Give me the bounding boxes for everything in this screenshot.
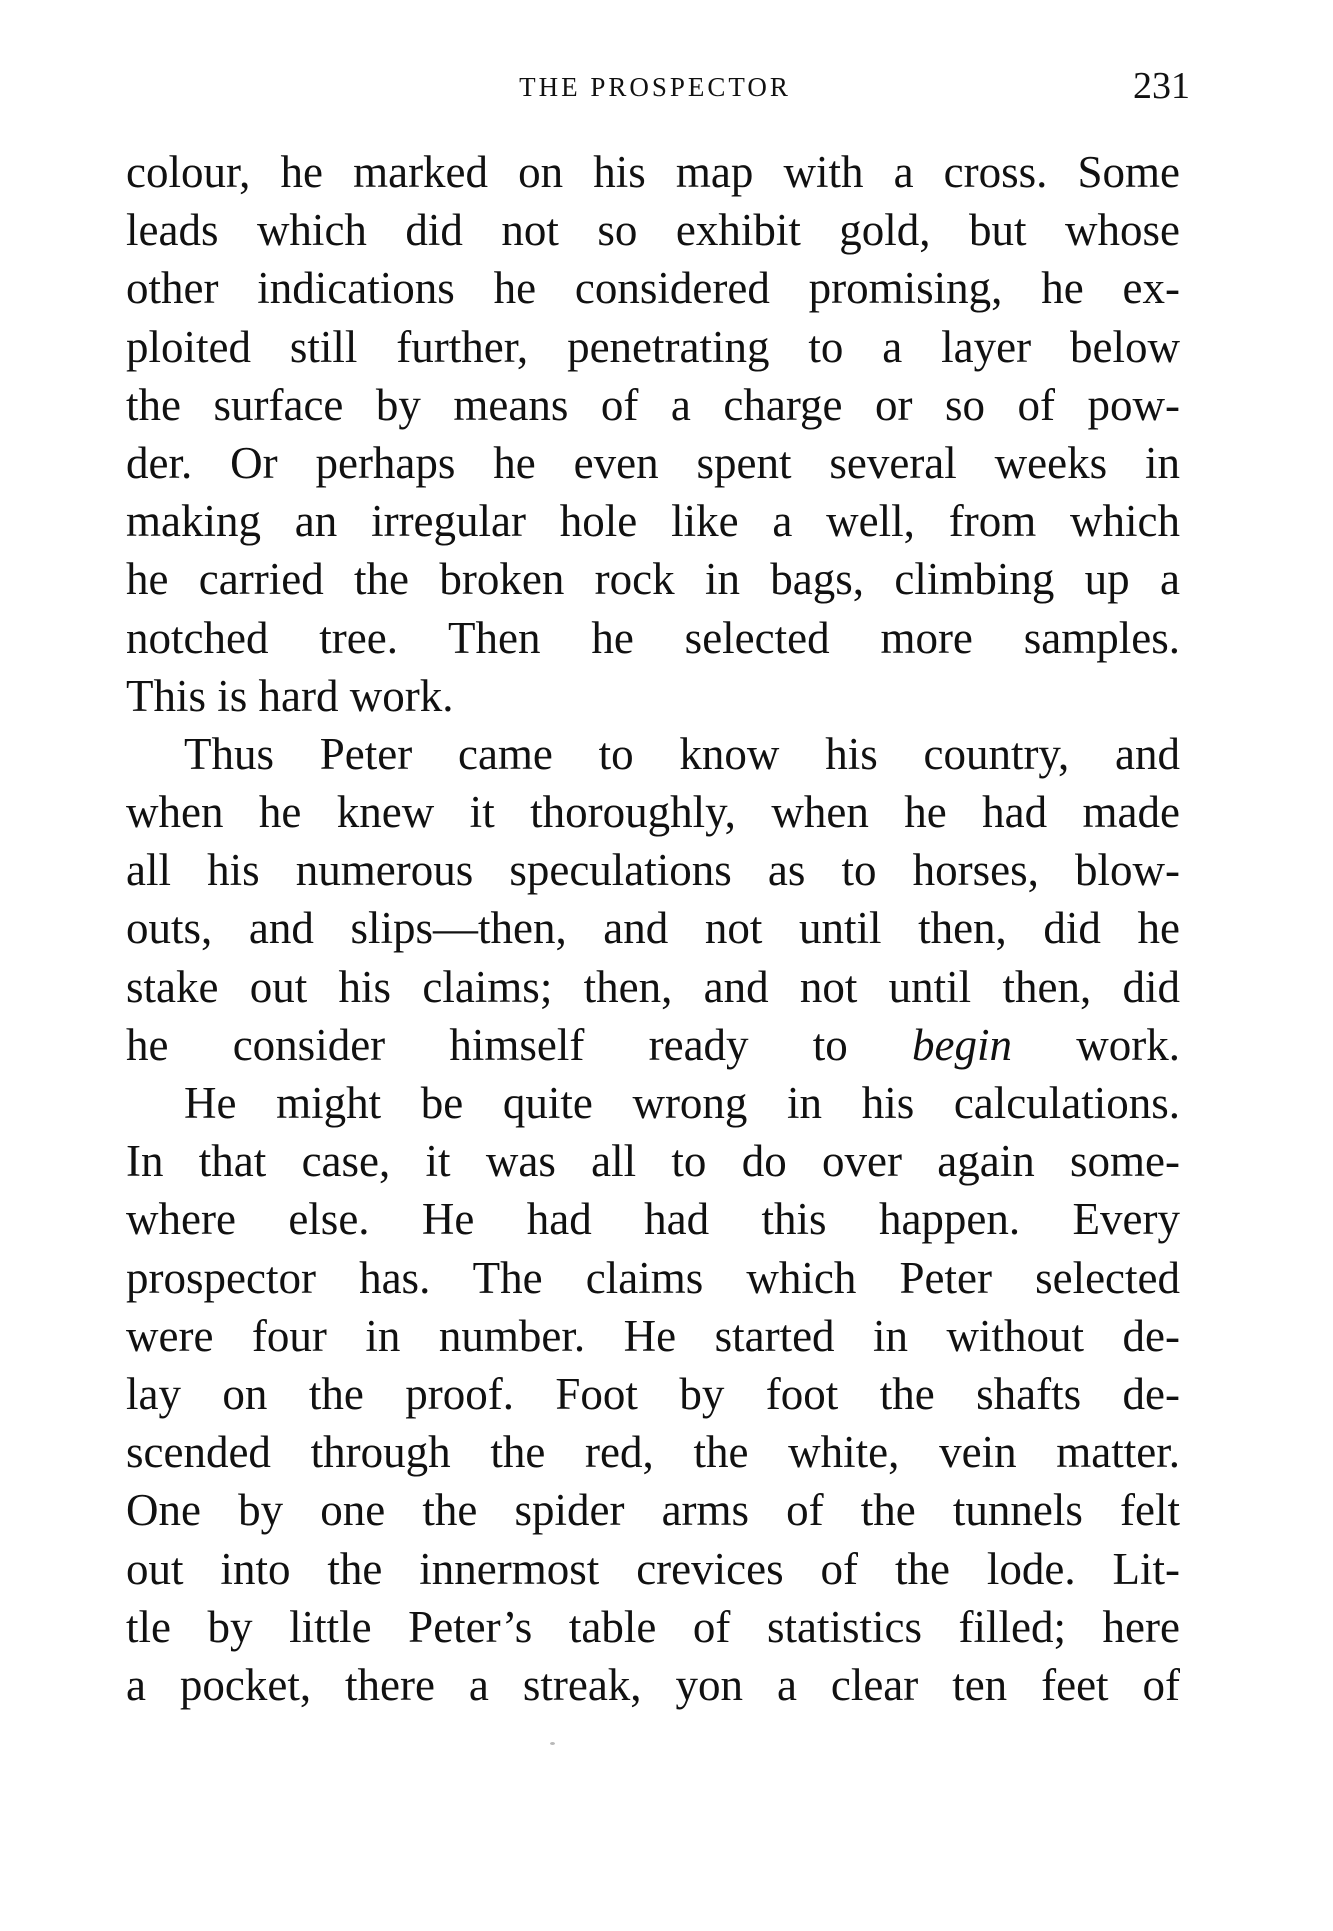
text-line: a pocket, there a streak, yon a clear ten feet of [126, 1659, 1180, 1710]
text-line: colour, he marked on his map with a cross. Some [126, 147, 1180, 197]
paragraph-start-line: He might be quite wrong in his calculations. [184, 1078, 1180, 1128]
text-line: der. Or perhaps he even spent several weeks in [126, 437, 1180, 488]
page-number: 231 [1133, 65, 1190, 107]
text-line: stake out his claims; then, and not until then, did [126, 961, 1180, 1012]
paragraph-end-line: This is hard work. [126, 670, 454, 721]
paragraph-start-line: Thus Peter came to know his country, and [184, 728, 1180, 779]
text-line: other indications he considered promising, he ex- [126, 263, 1180, 314]
text-line: prospector has. The claims which Peter selected [126, 1252, 1180, 1303]
text-line-with-italic [126, 1016, 1180, 1074]
text-line: ploited still further, penetrating to a layer below [126, 321, 1180, 372]
text-line: he carried the broken rock in bags, climbing up a [126, 554, 1180, 605]
text-line: out into the innermost crevices of the lode. Lit- [126, 1543, 1180, 1594]
italic-word: begin [912, 1019, 1013, 1070]
running-title: THE PROSPECTOR [519, 72, 791, 102]
text-line: making an irregular hole like a well, from which [126, 496, 1180, 547]
text-line: outs, and slips—then, and not until then, did he [126, 903, 1180, 954]
text-segment: work. [1076, 1019, 1181, 1070]
text-line: the surface by means of a charge or so of pow- [126, 379, 1180, 430]
body-text [126, 143, 1180, 1714]
text-line: One by one the spider arms of the tunnels felt [126, 1485, 1180, 1536]
text-segment: he consider himself ready to [126, 1019, 848, 1070]
text-line: scended through the red, the white, vein matter. [126, 1427, 1180, 1478]
paper-speck [550, 1742, 555, 1745]
text-line: lay on the proof. Foot by foot the shafts de- [126, 1368, 1180, 1419]
text-line: all his numerous speculations as to horses, blow- [126, 845, 1180, 896]
text-line: tle by little Peter’s table of statistics filled; here [126, 1601, 1180, 1652]
text-line: leads which did not so exhibit gold, but whose [126, 205, 1180, 256]
running-head [130, 64, 1190, 114]
text-line: when he knew it thoroughly, when he had made [126, 787, 1180, 838]
text-line: where else. He had had this happen. Every [126, 1194, 1180, 1245]
text-line: were four in number. He started in without de- [126, 1310, 1180, 1361]
text-line: In that case, it was all to do over again some- [126, 1136, 1180, 1187]
text-line: notched tree. Then he selected more samples. [126, 612, 1180, 663]
